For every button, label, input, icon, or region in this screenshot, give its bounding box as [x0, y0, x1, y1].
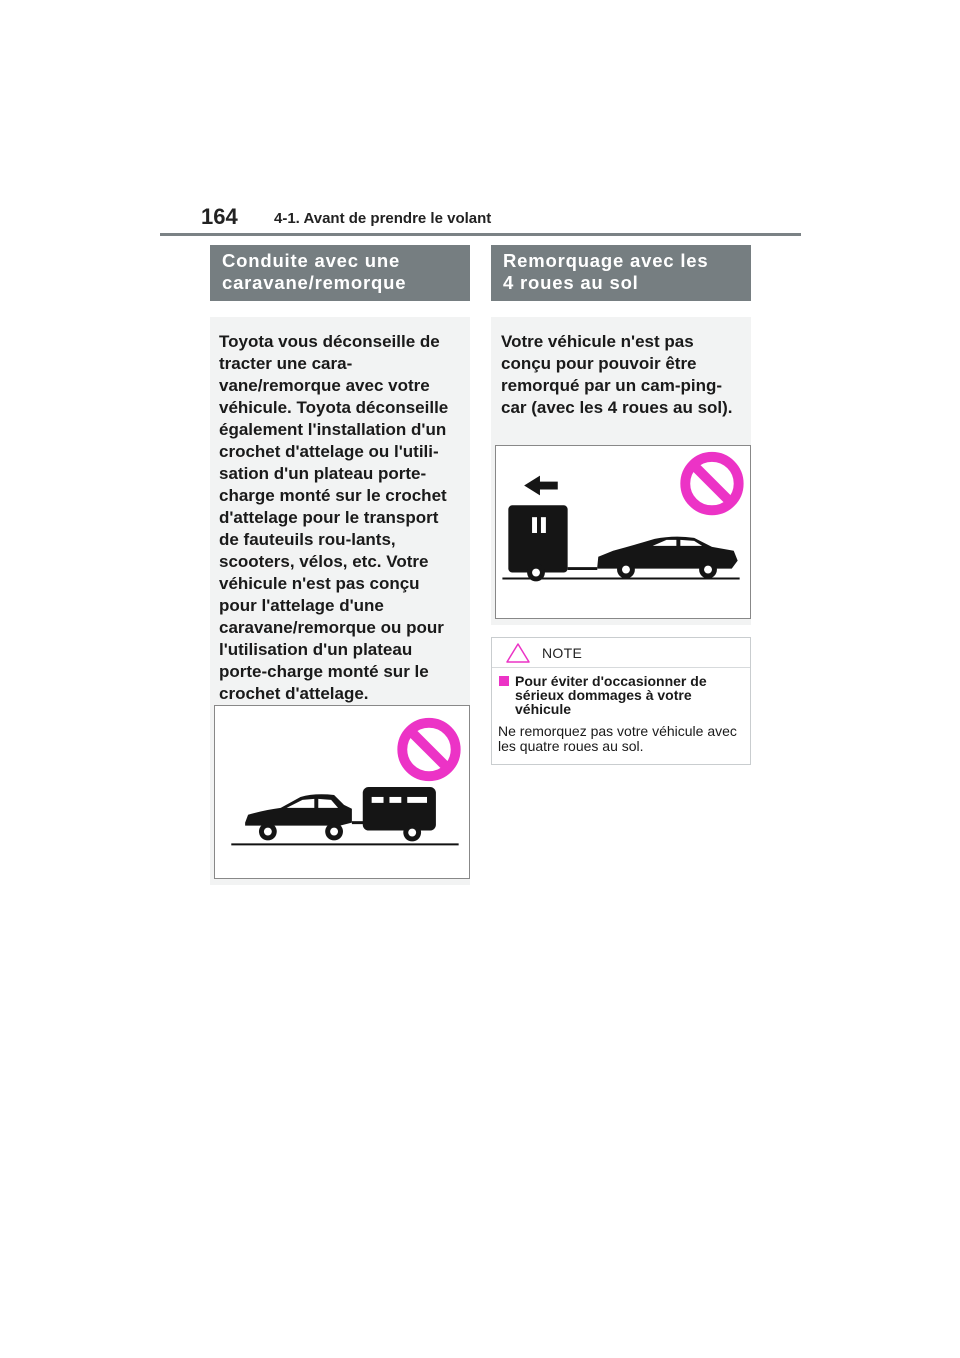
- note-box: [491, 637, 751, 765]
- header-rule: [160, 233, 801, 236]
- section-reference: 4-1. Avant de prendre le volant: [274, 210, 492, 227]
- content-panel: [210, 317, 470, 885]
- warning-triangle-icon: [506, 643, 530, 663]
- note-body: [492, 668, 750, 764]
- section-title-towing: [491, 245, 751, 301]
- figure-car-towing-caravan: [214, 705, 470, 879]
- figure-car-towed-by-camper: [495, 445, 751, 619]
- illustration-car-towing-caravan: [215, 706, 469, 878]
- note-label: NOTE: [542, 644, 583, 661]
- title-line-2: 4 roues au sol: [503, 272, 639, 293]
- prohibition-icon: [685, 457, 738, 510]
- section-caravan: [210, 245, 470, 885]
- page-number: 164: [201, 204, 238, 229]
- arrow-left-icon: [524, 476, 558, 496]
- title-line-2: caravane/remorque: [222, 272, 407, 293]
- prohibition-icon: [402, 723, 455, 776]
- content-panel: [491, 317, 751, 625]
- note-heading: [498, 674, 744, 716]
- illustration-car-towed-by-camper: [496, 446, 750, 618]
- body-paragraph: Toyota vous déconseille de tracter une cara-vane/remorque avec votre véhicule. Toyota déconseille également l'installation d'un crochet d'attelage ou l'utili-sation d'un plateau porte-charge monté sur le crochet d'attelage pour le transport de fauteuils rou-lants, scooters, vélos, etc. Votre véhicule n'est pas conçu pour l'attelage d'une caravane/remorque ou pour l'utilisation d'un plateau porte-charge monté sur le crochet d'attelage.: [219, 332, 449, 703]
- title-line-1: Remorquage avec les: [503, 250, 709, 271]
- title-line-1: Conduite avec une: [222, 250, 401, 271]
- body-paragraph: Votre véhicule n'est pas conçu pour pouvoir être remorqué par un cam-ping-car (avec les 4 roues au sol).: [501, 332, 733, 417]
- section-title-caravan: [210, 245, 470, 301]
- note-text: Ne remorquez pas votre véhicule avec les quatre roues au sol.: [498, 723, 737, 754]
- section-towing-4-wheels: [491, 245, 751, 765]
- bullet-square-icon: [499, 676, 509, 686]
- note-heading-text: Pour éviter d'occasionner de sérieux dommages à votre véhicule: [515, 673, 707, 717]
- note-header: [492, 638, 750, 668]
- caravan-icon: [363, 787, 436, 841]
